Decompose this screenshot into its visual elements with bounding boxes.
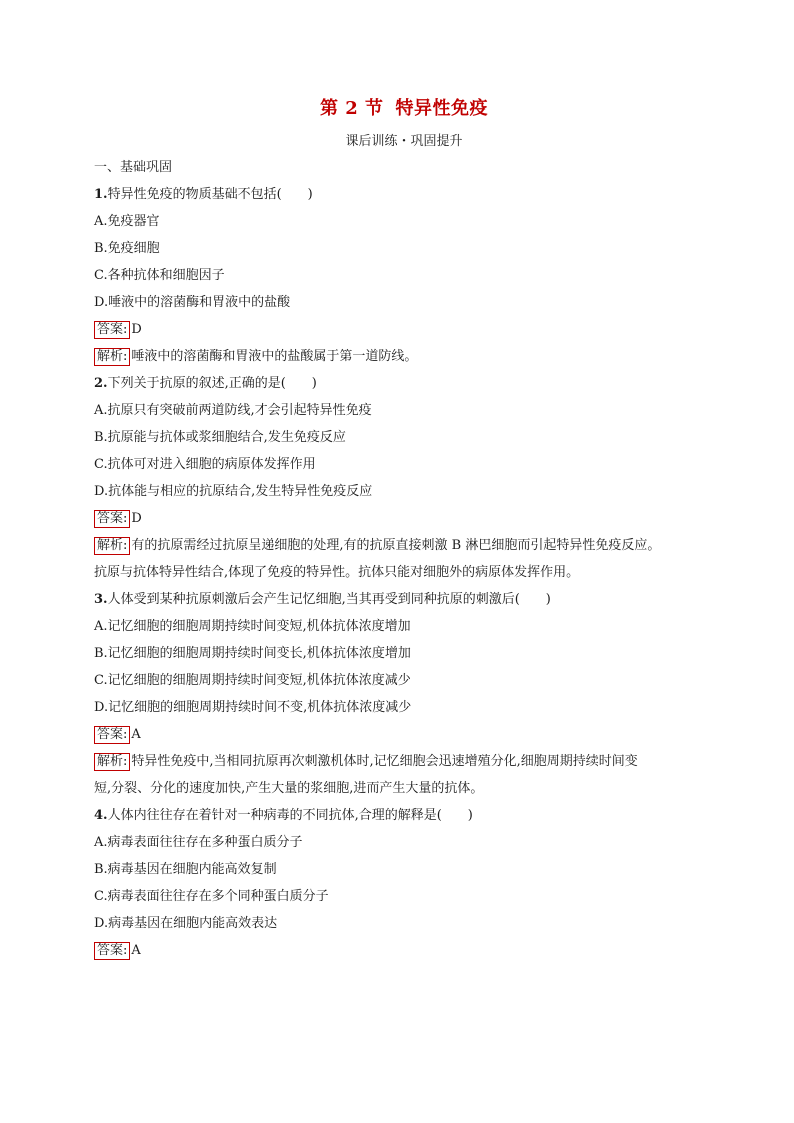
- title-section-number: 第 2 节: [319, 98, 384, 119]
- answer-line: [94, 316, 714, 343]
- question-2: [94, 370, 714, 586]
- question-text: 人体受到某种抗原刺激后会产生记忆细胞,当其再受到同种抗原的刺激后( ): [107, 592, 551, 607]
- analysis-continuation: 短,分裂、分化的速度加快,产生大量的浆细胞,进而产生大量的抗体。: [94, 781, 484, 796]
- question-text: 下列关于抗原的叙述,正确的是( ): [107, 376, 317, 391]
- page-title: [94, 96, 714, 122]
- option-b: B.记忆细胞的细胞周期持续时间变长,机体抗体浓度增加: [94, 646, 411, 661]
- question-stem: [94, 802, 714, 829]
- option-a: A.免疫器官: [94, 214, 160, 229]
- answer-value: A: [131, 943, 141, 958]
- analysis-line: [94, 343, 714, 370]
- answer-label: 答案:: [94, 321, 130, 339]
- answer-line: [94, 721, 714, 748]
- answer-line: [94, 937, 714, 964]
- option-c: C.记忆细胞的细胞周期持续时间变短,机体抗体浓度减少: [94, 673, 411, 688]
- analysis-label: 解析:: [94, 348, 130, 366]
- analysis-text: 唾液中的溶菌酶和胃液中的盐酸属于第一道防线。: [131, 349, 418, 364]
- option-d: D.唾液中的溶菌酶和胃液中的盐酸: [94, 295, 291, 310]
- answer-label: 答案:: [94, 510, 130, 528]
- question-number: 4.: [94, 808, 108, 823]
- document-page: [94, 96, 714, 964]
- answer-value: D: [131, 511, 142, 526]
- option-b: B.病毒基因在细胞内能高效复制: [94, 862, 277, 877]
- analysis-continuation: 抗原与抗体特异性结合,体现了免疫的特异性。抗体只能对细胞外的病原体发挥作用。: [94, 565, 580, 580]
- title-topic: 特异性免疫: [395, 98, 489, 119]
- option-c: C.抗体可对进入细胞的病原体发挥作用: [94, 457, 316, 472]
- option-d: D.抗体能与相应的抗原结合,发生特异性免疫反应: [94, 484, 373, 499]
- option-a: A.抗原只有突破前两道防线,才会引起特异性免疫: [94, 403, 372, 418]
- analysis-line: [94, 532, 714, 559]
- answer-line: [94, 505, 714, 532]
- question-1: [94, 181, 714, 370]
- question-4: [94, 802, 714, 964]
- answer-value: A: [131, 727, 141, 742]
- analysis-line: [94, 748, 714, 775]
- question-3: [94, 586, 714, 802]
- option-c: C.病毒表面往往存在多个同种蛋白质分子: [94, 889, 329, 904]
- question-number: 2.: [94, 376, 108, 391]
- analysis-label: 解析:: [94, 537, 130, 555]
- option-d: D.病毒基因在细胞内能高效表达: [94, 916, 278, 931]
- analysis-text: 特异性免疫中,当相同抗原再次刺激机体时,记忆细胞会迅速增殖分化,细胞周期持续时间变: [131, 754, 638, 769]
- question-number: 3.: [94, 592, 108, 607]
- question-text: 特异性免疫的物质基础不包括( ): [107, 187, 313, 202]
- option-b: B.免疫细胞: [94, 241, 160, 256]
- question-number: 1.: [94, 187, 108, 202]
- option-a: A.记忆细胞的细胞周期持续时间变短,机体抗体浓度增加: [94, 619, 411, 634]
- option-a: A.病毒表面往往存在多种蛋白质分子: [94, 835, 303, 850]
- option-d: D.记忆细胞的细胞周期持续时间不变,机体抗体浓度减少: [94, 700, 412, 715]
- option-b: B.抗原能与抗体或浆细胞结合,发生免疫反应: [94, 430, 346, 445]
- analysis-text: 有的抗原需经过抗原呈递细胞的处理,有的抗原直接刺激 B 淋巴细胞而引起特异性免疫反应。: [131, 538, 661, 553]
- question-stem: [94, 181, 714, 208]
- answer-value: D: [131, 322, 142, 337]
- question-stem: [94, 370, 714, 397]
- analysis-label: 解析:: [94, 753, 130, 771]
- question-text: 人体内往往存在着针对一种病毒的不同抗体,合理的解释是( ): [107, 808, 473, 823]
- option-c: C.各种抗体和细胞因子: [94, 268, 225, 283]
- page-subtitle: 课后训练・巩固提升: [345, 134, 463, 149]
- section-heading: 一、基础巩固: [94, 160, 173, 175]
- question-stem: [94, 586, 714, 613]
- answer-label: 答案:: [94, 726, 130, 744]
- answer-label: 答案:: [94, 942, 130, 960]
